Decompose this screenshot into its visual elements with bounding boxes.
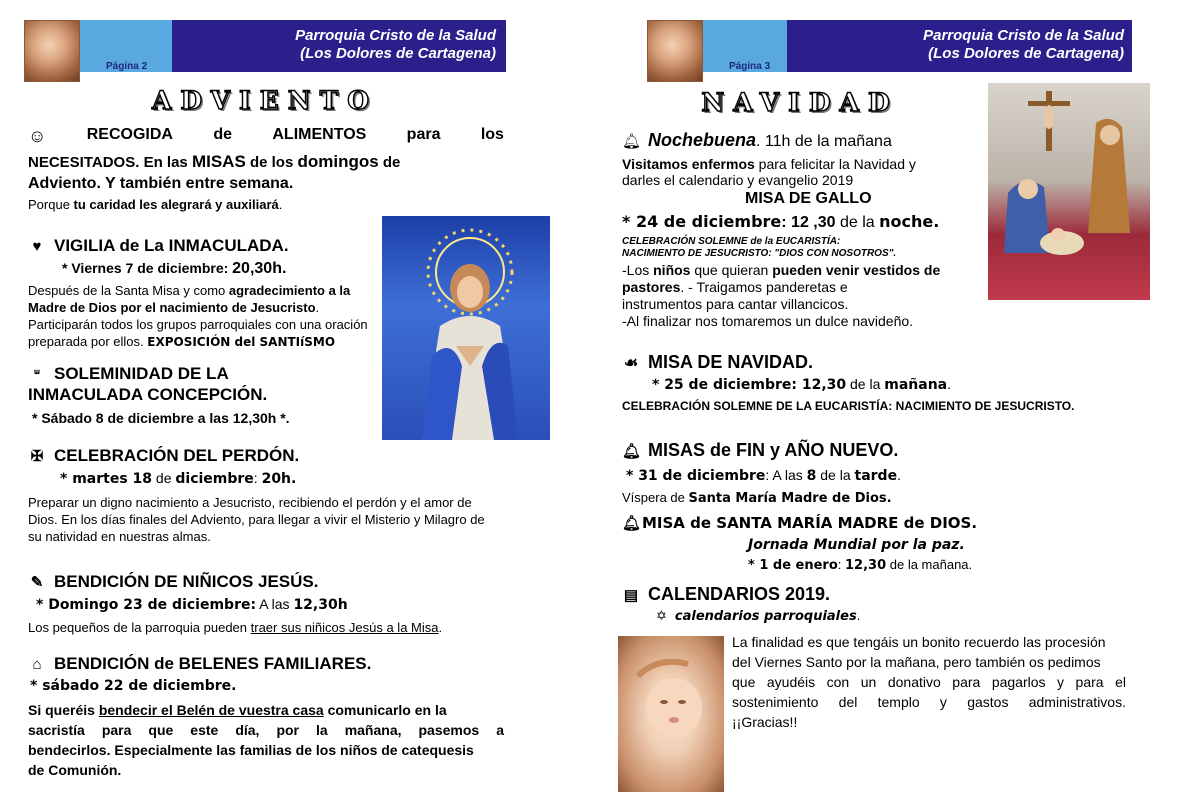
vigilia-line4: preparada por ellos. EXPOSICIÓN del SANTIíSMO bbox=[28, 334, 336, 349]
header-banner-right bbox=[787, 20, 1132, 72]
gallo-subtitle: CELEBRACIÓN SOLEMNE de la EUCARISTÍA: NACIMIENTO DE JESUCRISTO: "DIOS CON NOSOTROS". bbox=[622, 236, 897, 259]
perdon-date: * martes 18 de diciembre: 20h. bbox=[60, 470, 297, 487]
belenes-line2: sacristía para que este día, por la mañana, pasemos a bbox=[28, 722, 504, 738]
fin-date: * 31 de diciembre: A las 8 de la tarde. bbox=[626, 467, 901, 484]
ninicos-heading: ✎ BENDICIÓN DE NIÑICOS JESÚS. bbox=[28, 572, 319, 592]
header-page-tab-right bbox=[703, 20, 787, 72]
recogida-line2: NECESITADOS. En las MISAS de los domingos de bbox=[28, 152, 401, 171]
baby-jesus-image bbox=[618, 636, 724, 792]
calendarios-text: La finalidad es que tengáis un bonito recuerdo las procesión del Viernes Santo por la mañana, pero también os pedimos que ayudéis con un donativo para pagarlos y para el sostenimiento del templo y gastos administrativos. ¡¡Gracias!! bbox=[732, 634, 1126, 730]
vigilia-line3: Participarán todos los grupos parroquiales con una oración bbox=[28, 317, 368, 332]
page-number-right: Página 3 bbox=[729, 61, 771, 72]
belenes-line3: bendecirlos. Especialmente las familias de los niños de catequesis bbox=[28, 742, 474, 758]
solemnidad-heading: ᐜ SOLEMINIDAD DE LA INMACULADA CONCEPCIÓN. bbox=[28, 364, 268, 404]
belenes-date: * sábado 22 de diciembre. bbox=[30, 678, 237, 694]
virgin-figure-icon bbox=[382, 216, 550, 440]
ornament-icon: ☙ bbox=[623, 355, 639, 372]
belenes-line1: Si queréis bendecir el Belén de vuestra casa comunicarlo en la bbox=[28, 702, 447, 718]
nochebuena-heading: 🔔︎ Nochebuena. 11h de la mañana bbox=[622, 130, 892, 150]
parish-location: (Los Dolores de Cartagena) bbox=[300, 45, 496, 62]
gallo-heading: MISA DE GALLO bbox=[745, 190, 872, 207]
bell-icon: 🔔︎ bbox=[622, 443, 642, 460]
parish-name: Parroquia Cristo de la Salud bbox=[923, 27, 1124, 44]
vigilia-heading: ♥ VIGILIA de La INMACULADA. bbox=[28, 236, 289, 256]
baby-face-icon bbox=[618, 636, 724, 792]
ninicos-date: * Domingo 23 de diciembre: A las 12,30h bbox=[36, 596, 348, 613]
parish-name: Parroquia Cristo de la Salud bbox=[295, 27, 496, 44]
house-icon: ⌂ bbox=[32, 656, 42, 673]
smiley-icon: ☺ bbox=[28, 126, 47, 146]
parish-location: (Los Dolores de Cartagena) bbox=[928, 45, 1124, 62]
calendarios-subtitle: ✡ calendarios parroquiales. bbox=[656, 608, 861, 624]
vigilia-text bbox=[28, 282, 380, 351]
header-page-tab-left bbox=[80, 20, 172, 72]
belenes-line4: de Comunión. bbox=[28, 762, 122, 778]
gallo-date: * 24 de diciembre: 12 ,30 de la noche. bbox=[622, 212, 940, 231]
nativity-scene-image bbox=[988, 83, 1150, 300]
ornament-icon: ᐜ bbox=[34, 368, 40, 382]
fin-heading: 🔔︎ MISAS de FIN y AÑO NUEVO. bbox=[622, 440, 899, 460]
nativity-figures-icon bbox=[988, 83, 1150, 300]
vigilia-line1: Después de la Santa Misa y como agradecimiento a la bbox=[28, 283, 351, 298]
star-icon: ✡ bbox=[656, 608, 667, 623]
recogida-line4: Porque tu caridad les alegrará y auxiliará. bbox=[28, 197, 283, 212]
ninicos-text: Los pequeños de la parroquia pueden traer sus niñicos Jesús a la Misa. bbox=[28, 620, 443, 635]
gallo-text: -Los niños que quieran pueden venir vestidos de pastores. - Traigamos panderetas e instrumentos para cantar villancicos. -Al finalizar nos tomaremos un dulce navideño. bbox=[622, 262, 941, 329]
header-image-left bbox=[24, 20, 80, 82]
santa-subtitle: Jornada Mundial por la paz. bbox=[748, 537, 965, 553]
belenes-text bbox=[28, 700, 504, 780]
calendar-icon: ▤ bbox=[623, 587, 639, 604]
santa-heading: 🔔︎MISA de SANTA MARÍA MADRE de DIOS. bbox=[622, 514, 978, 532]
recogida-line1: ☺ RECOGIDA de ALIMENTOS para los bbox=[28, 126, 504, 146]
bell-icon: 🔔︎ bbox=[622, 514, 642, 532]
header-image-right bbox=[647, 20, 703, 82]
calendarios-heading: ▤ CALENDARIOS 2019. bbox=[623, 584, 831, 604]
belenes-heading: ⌂ BENDICIÓN de BELENES FAMILIARES. bbox=[28, 654, 371, 674]
heart-icon: ♥ bbox=[32, 238, 42, 255]
santa-date: * 1 de enero: 12,30 de la mañana. bbox=[748, 557, 973, 573]
advent-title: ADVIENTO bbox=[151, 86, 379, 115]
perdon-heading: ✠ CELEBRACIÓN DEL PERDÓN. bbox=[28, 446, 299, 466]
navidad-subtitle: CELEBRACIÓN SOLEMNE DE LA EUCARISTÍA: NACIMIENTO DE JESUCRISTO. bbox=[622, 399, 1075, 413]
nochebuena-text: Visitamos enfermos para felicitar la Navidad y darles el calendario y evangelio 2019 bbox=[622, 156, 916, 188]
navidad-date: * 25 de diciembre: 12,30 de la mañana. bbox=[652, 376, 952, 393]
solemnidad-date: * Sábado 8 de diciembre a las 12,30h *. bbox=[32, 410, 290, 426]
fin-text: Víspera de Santa María Madre de Dios. bbox=[622, 490, 892, 506]
header-banner-left bbox=[172, 20, 506, 72]
page-number-left: Página 2 bbox=[106, 61, 148, 72]
vigilia-line2: Madre de Dios por el nacimiento de Jesucristo. bbox=[28, 300, 320, 315]
recogida-line3: Adviento. Y también entre semana. bbox=[28, 175, 294, 192]
navidad-heading: ☙ MISA DE NAVIDAD. bbox=[623, 352, 814, 372]
scroll-icon: ✎ bbox=[30, 574, 44, 591]
bell-icon: 🔔︎ bbox=[622, 133, 642, 150]
immaculate-virgin-image bbox=[382, 216, 550, 440]
maltese-cross-icon: ✠ bbox=[30, 448, 44, 465]
perdon-text: Preparar un digno nacimiento a Jesucristo, recibiendo el perdón y el amor de Dios. En los días finales del Adviento, para llegar a vivir el Misterio y Milagro de su natividad en nuestras almas. bbox=[28, 495, 485, 544]
vigilia-date: * Viernes 7 de diciembre: 20,30h. bbox=[62, 260, 287, 277]
navidad-title: NAVIDAD bbox=[701, 88, 899, 117]
